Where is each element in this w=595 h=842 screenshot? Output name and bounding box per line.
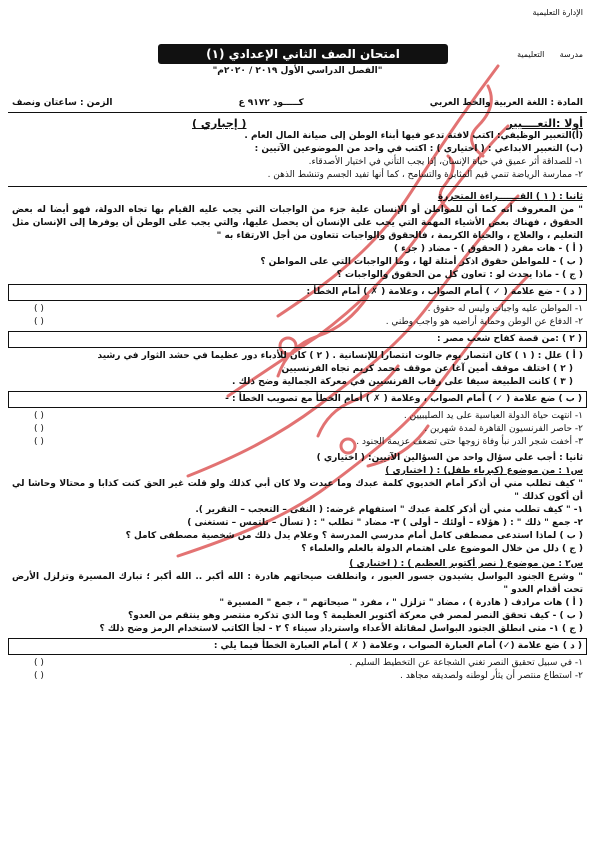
time-label: الزمن : ساعتان ونصف — [12, 98, 113, 108]
quote: " كيف تطلب مني أن أذكر أمام الخديوي كلمة عبدك وما عبدت ولا كان أبي كذلك ولو قلت غير الحق كنت كذابا و محتالا وحاشا لي أن أكون كذلك " — [12, 479, 583, 502]
question-item: ( أ ) - هات مفرد ( الحقوق ) - مضاد ( جزء ) — [393, 244, 583, 254]
question-item: ( ب ) - كيف تحقق النصر لمصر في معركة أكتوبر العظيمة ؟ وما الذي تذكره منتصر وهو ينتقم من العدو؟ — [127, 611, 583, 621]
true-false-row: ٢- حاصر الفرنسيون القاهرة لمدة شهرين . ( ) — [34, 424, 583, 434]
true-false-row: ١- المواطن عليه واجبات وليس له حقوق . ( ) — [34, 304, 583, 314]
exam-page — [8, 6, 587, 836]
true-false-row: ١- انتهت حياة الدولة العباسية على يد الصليبيين . ( ) — [34, 411, 583, 421]
school-label: مدرسة التعليمية — [517, 50, 583, 59]
code-label: كـــــود ٩١٧٢ ع — [238, 98, 304, 108]
section-story — [8, 331, 587, 449]
question-box: ( د ) ضع علامة (✓) أمام العبارة الصواب ، وعلامة ( ✗ ) أمام العبارة الخطأ فيما يلي : — [8, 638, 587, 655]
term-label: "الفصل الدراسي الأول ٢٠١٩ / ٢٠٢٠م" — [212, 66, 383, 76]
question-functional: (أ)التعبير الوظيفي: اكتب لافتة تدعو فيها أبناء الوطن إلى صيانة المال العام . — [244, 131, 583, 141]
true-false-row: ٣- أخفت شجر الدر نبأ وفاة زوجها حتى تضعف عزيمة الجنود . ( ) — [34, 437, 583, 447]
question-item: ( ٣ ) كانت الطبيعة سيفا على رقاب الفرنسيين في معركة الجمالية وضح ذلك . — [232, 377, 573, 387]
reading-passage: " من المعروف أنه كما أن للمواطن أو الإنسان علية جزء من الواجبات التي يجب عليه القيام بها تجاه الدولة، فهو أيضا له بعض الحقوق ، فهناك بعض الأشياء المهمة التي يجب على الإنسان أن يحصل عليها، والتي يجب على الوطن أن يوفرها إلى الإنسان مثل التعليم ، والعلاج ، والحياة الكريمة ، فالحقوق والواجبات تتعاون من أجل الارتقاء به " — [12, 205, 583, 241]
exam-title: امتحان الصف الثاني الإعدادي (١) — [158, 44, 448, 64]
question-item: ١- " كيف تطلب مني أن أذكر كلمة عبدك " استفهام غرضه: ( النفى – التعجب – التقرير ). — [195, 505, 583, 515]
question-item: ٢- جمع " ذلك " : ( هؤلاء – أولئك – أولى ) ٣- مضاد " تطلب " : ( تسأل – تلتمس – تستغنى ) — [187, 518, 583, 528]
question-s2-title: س٢ : من موضوع ( نصر أكتوبر العظيم ) : ( اختياري ) — [349, 559, 583, 569]
exam-meta — [8, 98, 587, 108]
question-item: ( أ ) علل : ( ١ ) كان انتصار يوم جالوت انتصارا للإنسانية . ( ٢ ) كان للأدباء دور عظيما في حشد الثوار في رشيد — [97, 351, 583, 361]
true-false-row: ١- في سبيل تحقيق النصر تغني الشجاعة عن التخطيط السليم . ( ) — [34, 658, 583, 668]
section-title: ثانيا : أجب على سؤال واحد من السؤالين الآتيين: ( اختياري ) — [316, 453, 583, 463]
admin-label: الإدارة التعليمية — [532, 8, 583, 17]
topic-option: ٢- ممارسة الرياضة تنمي قيم المثابرة والتسامح ، كما أنها تفيد الجسم وتنشط الذهن . — [267, 170, 583, 180]
section-expression — [8, 117, 587, 182]
question-item: ( ٢ ) اختلف موقف أمين آغا عن موقف محمد كريم تجاه الفرنسيين — [281, 364, 573, 374]
topic-option: ١- للصداقة أثر عميق في حياة الإنسان، إذا يجب التأني في اختيار الأصدقاء. — [308, 157, 583, 167]
question-item: ( ب ) لماذا استدعى مصطفى كامل أمام مدرسي المدرسة ؟ وعلام يدل ذلك من شخصية مصطفى كامل ؟ — [125, 531, 583, 541]
question-s1-title: س١ : من موضوع (كبرياء طفل) : ( اختياري ) — [385, 466, 583, 476]
divider — [8, 186, 587, 187]
section-title: ( ٢ ) :من قصة كفاح شعب مصر : — [8, 331, 587, 348]
question-item: ( ج ) دلل من خلال الموضوع على اهتمام الدولة بالعلم والعلماء ؟ — [301, 544, 583, 554]
divider — [8, 112, 587, 113]
question-item: ( ج ) - ماذا يحدث لو : تعاون كل من الحقوق والواجبات ؟ — [336, 270, 583, 280]
true-false-row: ٢- استطاع منتصر أن يثأر لوطنه ولصديقه مجاهد . ( ) — [34, 671, 583, 681]
question-item: ( ج ) ١- متى انطلق الجنود البواسل لمقاتلة الأعداء واسترداد سيناء ؟ ٢ - لجأ الكاتب لاستخدام الرمز وضح ذلك ؟ — [99, 624, 583, 634]
question-item: ( أ ) هات مرادف ( هادرة ) ، مضاد " تزلزل " ، مفرد " صيحاتهم " ، جمع " المسيرة " — [219, 598, 583, 608]
section-title: ثانيا : ( ١ ) القـــــــراءة المتحررة — [437, 192, 583, 202]
true-false-row: ٢- الدفاع عن الوطن وحماية أراضيه هو واجب وطني . ( ) — [34, 317, 583, 327]
question-box: ( ب ) ضع علامة ( ✓ ) أمام الصواب ، وعلامة ( ✗ ) أمام الخطأ مع تصويب الخطأ : - — [8, 391, 587, 408]
section-reading — [8, 191, 587, 329]
exam-header — [8, 6, 587, 62]
question-box: ( د ) - ضع علامة ( ✓ ) أمام الصواب ، وعلامة ( ✗ ) أمام الخطأ : — [8, 284, 587, 301]
question-creative: (ب) التعبير الابداعي : ( اختياري ) : اكتب في واحد من الموضوعين الآتيين : — [254, 144, 583, 154]
section-title: أولا :التعــــبير ( إجباري ) — [192, 117, 583, 130]
question-item: ( ب ) - للمواطن حقوق اذكر أمثلة لها ، وما الواجبات التي على المواطن ؟ — [260, 257, 583, 267]
subject-label: المادة : اللغة العربية والخط العربي — [429, 98, 583, 108]
section-optional — [8, 452, 587, 683]
quote: " وشرع الجنود البواسل يشيدون جسور العبور ، وانطلقت صيحاتهم هادرة : الله أكبر .. الله أكبر ؛ تبارك المسيرة وتزلزل الأرض تحت أقدام العدو " — [12, 572, 583, 595]
